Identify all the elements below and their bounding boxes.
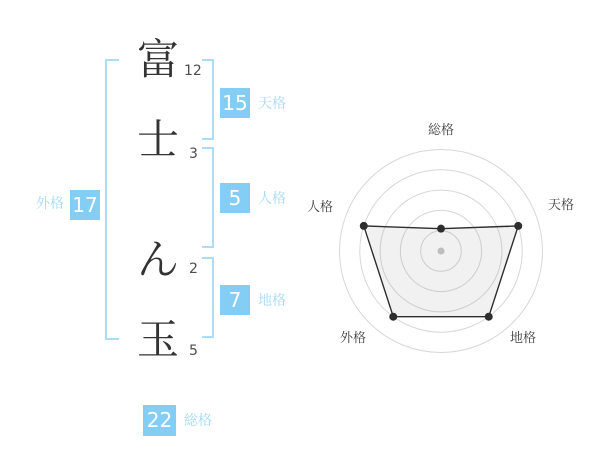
soukaku-label: 総格 bbox=[184, 413, 212, 429]
tenkaku-value-badge: 15 bbox=[220, 88, 250, 118]
stroke-count-2: 3 bbox=[189, 146, 198, 162]
radar-axis-gaikaku: 外格 bbox=[340, 331, 367, 346]
tenkaku-label: 天格 bbox=[258, 96, 286, 112]
jinkaku-label: 人格 bbox=[258, 191, 286, 207]
jinkaku-value-badge: 5 bbox=[220, 183, 250, 213]
soukaku-value-badge: 22 bbox=[143, 405, 176, 436]
radar-axis-soukaku: 総格 bbox=[428, 123, 455, 138]
name-char-3: ん bbox=[136, 235, 179, 284]
radar-axis-chikaku: 地格 bbox=[510, 331, 537, 346]
gaikaku-label: 外格 bbox=[36, 196, 64, 212]
name-char-4: 玉 bbox=[136, 315, 179, 364]
stroke-count-3: 2 bbox=[189, 261, 198, 277]
radar-axis-tenkaku: 天格 bbox=[548, 198, 575, 213]
name-char-2: 士 bbox=[136, 115, 179, 164]
radar-axis-jinkaku: 人格 bbox=[307, 200, 334, 215]
chikaku-label: 地格 bbox=[258, 293, 286, 309]
gaikaku-value-badge: 17 bbox=[70, 190, 100, 220]
stroke-count-4: 5 bbox=[189, 343, 198, 359]
chikaku-value-badge: 7 bbox=[220, 285, 250, 315]
stroke-count-1: 12 bbox=[184, 63, 202, 79]
name-char-1: 富 bbox=[136, 35, 179, 84]
